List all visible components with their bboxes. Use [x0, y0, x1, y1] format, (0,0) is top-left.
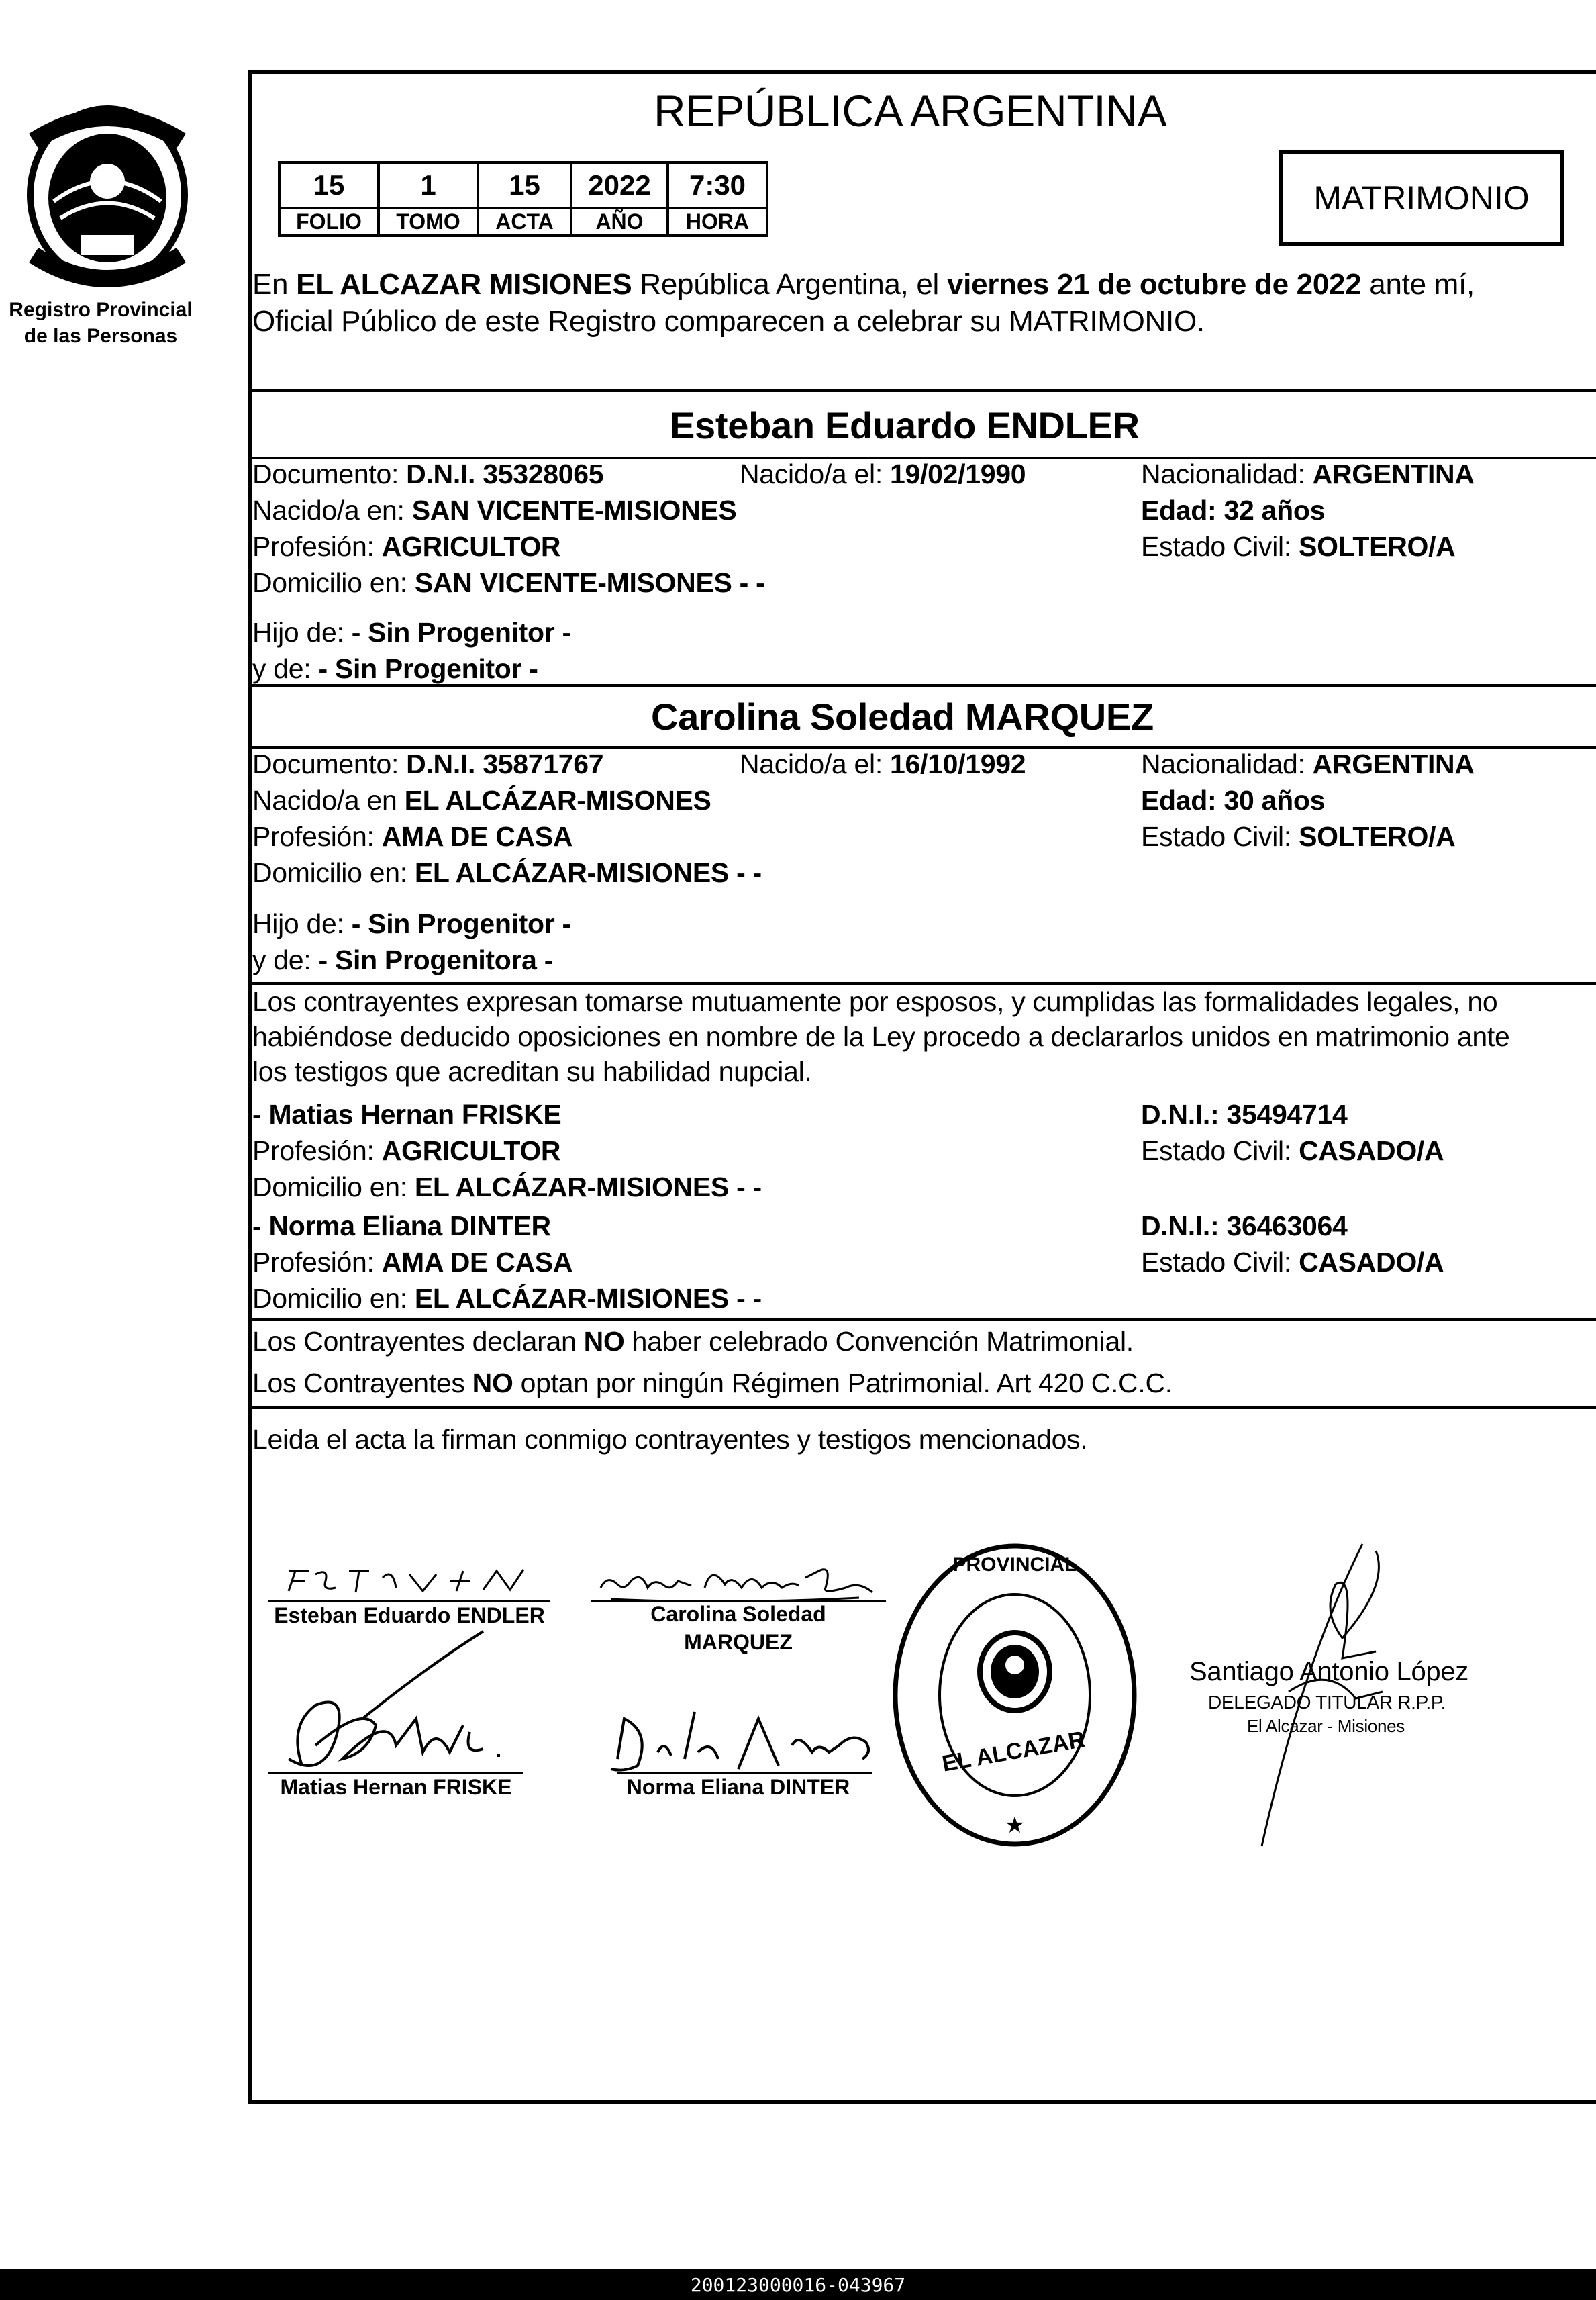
testigo-2-estado-civil: Estado Civil: CASADO/A [1141, 1247, 1444, 1278]
c2-estado-civil: Estado Civil: SOLTERO/A [1141, 821, 1456, 852]
divider [248, 684, 1596, 687]
c1-estado-civil: Estado Civil: SOLTERO/A [1141, 531, 1456, 562]
convencion-line: Los Contrayentes declaran NO haber celebrado Convención Matrimonial. [252, 1326, 1134, 1357]
hora-value: 7:30 [668, 162, 767, 208]
acta-label: ACTA [478, 208, 571, 236]
oficial-cargo: DELEGADO TITULAR R.P.P. [1208, 1692, 1446, 1713]
emblem-caption-1: Registro Provincial [9, 299, 193, 321]
divider [248, 1318, 1596, 1321]
firma-2-caption-b: MARQUEZ [684, 1630, 793, 1654]
signature-dinter [597, 1705, 886, 1779]
folio-label: FOLIO [279, 208, 379, 236]
firma-1-caption: Esteban Eduardo ENDLER [274, 1603, 545, 1627]
firma-3-caption: Matias Hernan FRISKE [280, 1775, 512, 1799]
c2-profesion: Profesión: AMA DE CASA [252, 821, 573, 852]
firma-4-caption: Norma Eliana DINTER [626, 1775, 850, 1799]
divider [248, 389, 1596, 392]
c2-nacido-el: Nacido/a el: 16/10/1992 [740, 749, 1026, 779]
testigo-2-dni: D.N.I.: 36463064 [1141, 1210, 1348, 1241]
declaracion-line-2: habiéndose deducido oposiciones en nombre de la Ley procedo a declararlos unidos en matrimonio ante [252, 1021, 1510, 1052]
c1-documento: Documento: D.N.I. 35328065 [252, 459, 604, 489]
c2-edad: Edad: 30 años [1141, 785, 1326, 816]
signature-friske [262, 1625, 544, 1786]
emblem-caption-2: de las Personas [23, 325, 178, 347]
signature-line [617, 1772, 872, 1774]
intro-line-2: Oficial Público de este Registro comparecen a celebrar su MATRIMONIO. [252, 305, 1205, 338]
declaracion-line-1: Los contrayentes expresan tomarse mutuamente por esposos, y cumplidas las formalidades legales, no [252, 986, 1498, 1017]
provincial-emblem [7, 101, 208, 295]
c2-y-de: y de: - Sin Progenitora - [252, 945, 554, 975]
c1-y-de: y de: - Sin Progenitor - [252, 653, 538, 684]
hora-label: HORA [668, 208, 767, 236]
testigo-1-profesion: Profesión: AGRICULTOR [252, 1135, 561, 1166]
testigo-1-estado-civil: Estado Civil: CASADO/A [1141, 1135, 1444, 1166]
c2-domicilio: Domicilio en: EL ALCÁZAR-MISIONES - - [252, 857, 762, 888]
document-code: 200123000016-043967 [690, 2273, 906, 2296]
c2-nacido-en: Nacido/a en EL ALCÁZAR-MISONES [252, 785, 711, 816]
c2-documento: Documento: D.N.I. 35871767 [252, 749, 604, 779]
firma-2-caption-a: Carolina Soledad [650, 1602, 826, 1626]
registry-table [278, 161, 768, 237]
regimen-line: Los Contrayentes NO optan por ningún Régimen Patrimonial. Art 420 C.C.C. [252, 1368, 1173, 1398]
contrayente-2-name: Carolina Soledad MARQUEZ [651, 696, 1154, 738]
lectura-line: Leida el acta la firman conmigo contrayentes y testigos mencionados. [252, 1424, 1088, 1455]
signature-line [268, 1772, 523, 1774]
testigo-2-name: - Norma Eliana DINTER [252, 1210, 551, 1241]
testigo-1-domicilio: Domicilio en: EL ALCÁZAR-MISIONES - - [252, 1171, 762, 1202]
c1-domicilio: Domicilio en: SAN VICENTE-MISONES - - [252, 567, 765, 598]
signature-line [268, 1600, 550, 1602]
svg-text:★: ★ [1004, 1812, 1026, 1839]
testigo-1-dni: D.N.I.: 35494714 [1141, 1099, 1348, 1130]
divider [248, 1406, 1596, 1409]
signature-marquez [591, 1551, 886, 1604]
c1-edad: Edad: 32 años [1141, 495, 1326, 526]
c1-hijo-de: Hijo de: - Sin Progenitor - [252, 617, 571, 648]
c1-nacionalidad: Nacionalidad: ARGENTINA [1141, 459, 1475, 489]
official-stamp [887, 1537, 1142, 1853]
c1-nacido-en: Nacido/a en: SAN VICENTE-MISIONES [252, 495, 737, 526]
folio-value: 15 [279, 162, 379, 208]
tomo-value: 1 [379, 162, 478, 208]
c2-hijo-de: Hijo de: - Sin Progenitor - [252, 908, 571, 939]
declaracion-line-3: los testigos que acreditan su habilidad nupcial. [252, 1056, 812, 1087]
signature-endler [268, 1551, 550, 1604]
c1-profesion: Profesión: AGRICULTOR [252, 531, 561, 562]
svg-text:PROVINCIAL: PROVINCIAL [952, 1553, 1077, 1576]
anio-value: 2022 [571, 162, 668, 208]
c1-nacido-el: Nacido/a el: 19/02/1990 [740, 459, 1026, 489]
intro-line-1: En EL ALCAZAR MISIONES República Argentina, el viernes 21 de octubre de 2022 ante mí, [252, 268, 1475, 301]
tomo-label: TOMO [379, 208, 478, 236]
divider [248, 982, 1596, 985]
oficial-nombre: Santiago Antonio López [1189, 1657, 1468, 1686]
acta-value: 15 [478, 162, 571, 208]
act-type-box: MATRIMONIO [1279, 150, 1564, 246]
contrayente-1-name: Esteban Eduardo ENDLER [670, 404, 1140, 446]
testigo-2-domicilio: Domicilio en: EL ALCÁZAR-MISIONES - - [252, 1283, 762, 1314]
anio-label: AÑO [571, 208, 668, 236]
page-title: REPÚBLICA ARGENTINA [654, 86, 1167, 136]
testigo-1-name: - Matias Hernan FRISKE [252, 1099, 562, 1130]
testigo-2-profesion: Profesión: AMA DE CASA [252, 1247, 573, 1278]
document-code-bar [0, 2269, 1596, 2300]
c2-nacionalidad: Nacionalidad: ARGENTINA [1141, 749, 1475, 779]
oficial-lugar: El Alcazar - Misiones [1247, 1716, 1405, 1736]
svg-text:EL ALCAZAR: EL ALCAZAR [940, 1726, 1087, 1777]
